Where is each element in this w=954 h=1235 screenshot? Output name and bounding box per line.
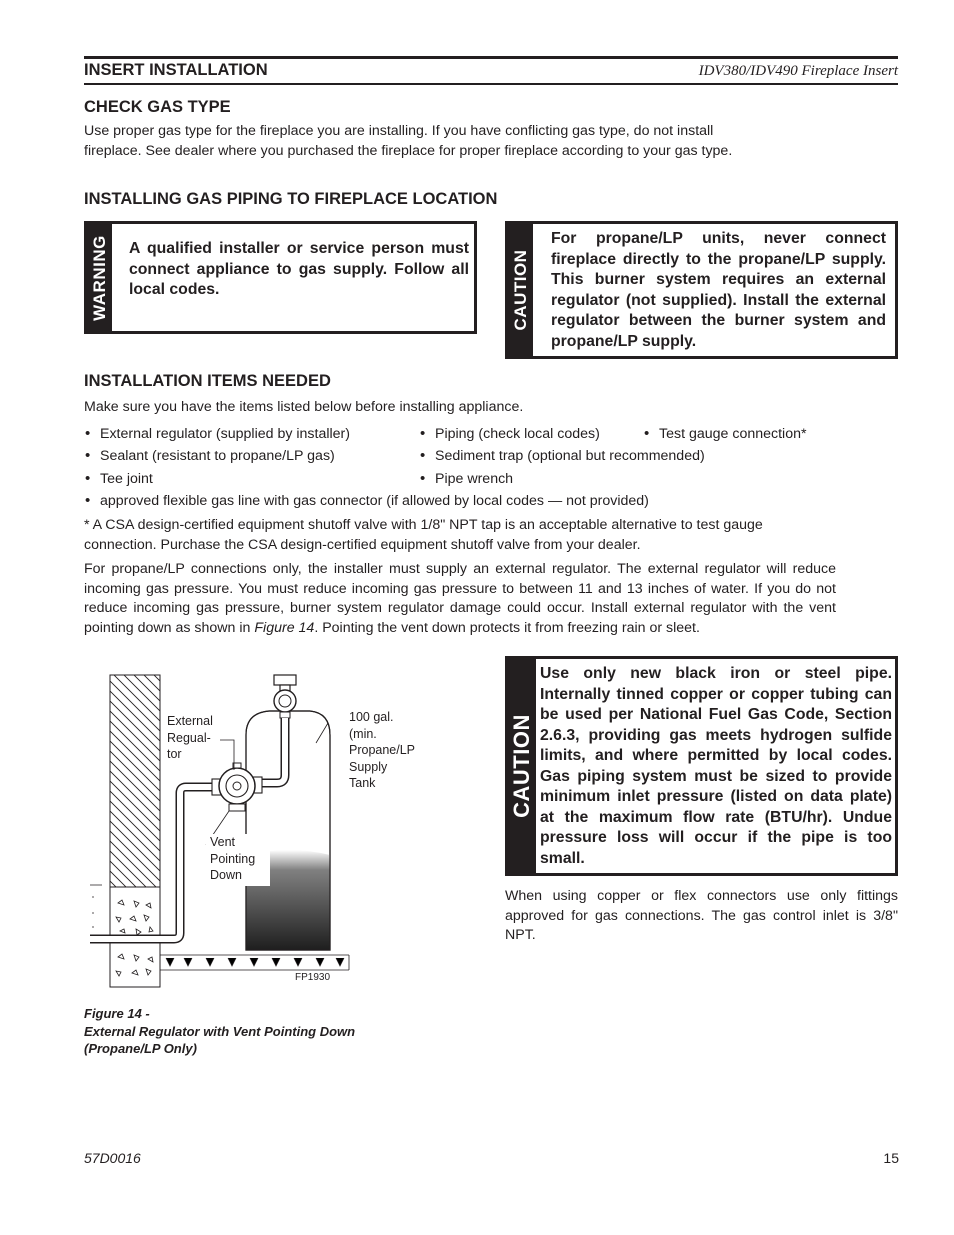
- warning-text: A qualified installer or service person must connect appliance to gas supply. Follow all local codes.: [129, 240, 469, 298]
- caution-tab-pipe: [508, 659, 536, 873]
- warning-box: [84, 221, 477, 334]
- caution-tab: [508, 224, 533, 356]
- item-test-gauge: • Test gauge connection*: [659, 426, 807, 442]
- warning-tab: [87, 224, 112, 331]
- header-rule-top: [84, 56, 898, 59]
- regulator-paragraph-text: For propane/LP connections only, the installer must supply an external regulator. The external regulator will reduce incoming gas pressure. You must reduce incoming gas pressure to between 11 and 13 inches of water. If you do not reduce incoming gas pressure, burner system regulator damage could occur. Install external regulator with the vent pointing down as shown in: [84, 561, 836, 636]
- item-sealant: • Sealant (resistant to propane/LP gas): [100, 448, 335, 464]
- label-regulator: External Regual- tor: [167, 714, 213, 761]
- items-intro: Make sure you have the items listed below before installing appliance.: [84, 399, 524, 415]
- wall-hatch: [110, 675, 160, 887]
- item-sediment-trap: • Sediment trap (optional but recommended): [435, 448, 705, 464]
- item-flex-line: • approved flexible gas line with gas connector (if allowed by local codes — not provided): [100, 493, 649, 509]
- check-gas-heading: CHECK GAS TYPE: [84, 98, 231, 116]
- figure-reference: Figure 14: [254, 619, 315, 636]
- caution-text: For propane/LP units, never connect fireplace directly to the propane/LP supply. This burner system requires an external regulator (not supplied). Install the external regulator between the burner system and propane/LP supply.: [551, 230, 886, 350]
- caution-box-propane: [505, 221, 898, 359]
- regulator-paragraph-end: . Pointing the vent down protects it from freezing rain or sleet.: [314, 619, 700, 636]
- item-pipe-wrench: • Pipe wrench: [435, 471, 513, 487]
- doc-number: 57D0016: [84, 1150, 141, 1166]
- items-heading: INSTALLATION ITEMS NEEDED: [84, 372, 331, 390]
- item-external-regulator: • External regulator (supplied by installer): [100, 426, 350, 442]
- connectors-note: When using copper or flex connectors use only fittings approved for gas connections. The gas control inlet is 3/8" NPT.: [505, 888, 898, 943]
- figure-code: FP1930: [295, 972, 331, 983]
- caution-text-pipe: Use only new black iron or steel pipe. Internally tinned copper or copper tubing can be used per National Fuel Gas Code, Section 2.6.3, providing gas meets hydrogen sulfide limits, and where permitted by local codes. Gas piping system must be sized to provide minimum inlet pressure (listed on data plate) at the maximum flow rate (BTU/hr). Undue pressure loss will occur if the pipe is too small.: [540, 665, 892, 867]
- regulator-paragraph: [84, 560, 836, 638]
- item-tee-joint: • Tee joint: [100, 471, 153, 487]
- figure-caption: Figure 14 - External Regulator with Vent Pointing Down (Propane/LP Only): [84, 1006, 356, 1056]
- label-vent: Vent Pointing Down: [206, 834, 270, 886]
- piping-heading: INSTALLING GAS PIPING TO FIREPLACE LOCATION: [84, 190, 498, 208]
- header-rule-bottom: [84, 83, 898, 85]
- page-number: 15: [883, 1150, 899, 1166]
- label-tank: 100 gal. (min. Propane/LP Supply Tank: [349, 710, 416, 790]
- item-piping: • Piping (check local codes): [435, 426, 600, 442]
- items-footnote: * A CSA design-certified equipment shutoff valve with 1/8" NPT tap is an acceptable alternative to test gauge connection. Purchase the CSA design-certified equipment shutoff valve from your dealer.: [84, 517, 763, 553]
- section-title: INSERT INSTALLATION: [84, 61, 268, 79]
- product-title: IDV380/IDV490 Fireplace Insert: [698, 63, 898, 79]
- figure-14: [84, 665, 416, 990]
- check-gas-text: Use proper gas type for the fireplace you are installing. If you have conflicting gas type, do not install fireplace. See dealer where you purchased the fireplace for proper fireplace according to your gas type.: [84, 123, 733, 159]
- caution-label-pipe: CAUTION: [509, 714, 534, 818]
- regulator-diagram: [84, 665, 364, 990]
- regulator-vent: [229, 804, 245, 811]
- caution-box-pipe: [505, 656, 898, 876]
- warning-label: WARNING: [89, 234, 109, 321]
- caution-label: CAUTION: [510, 249, 530, 331]
